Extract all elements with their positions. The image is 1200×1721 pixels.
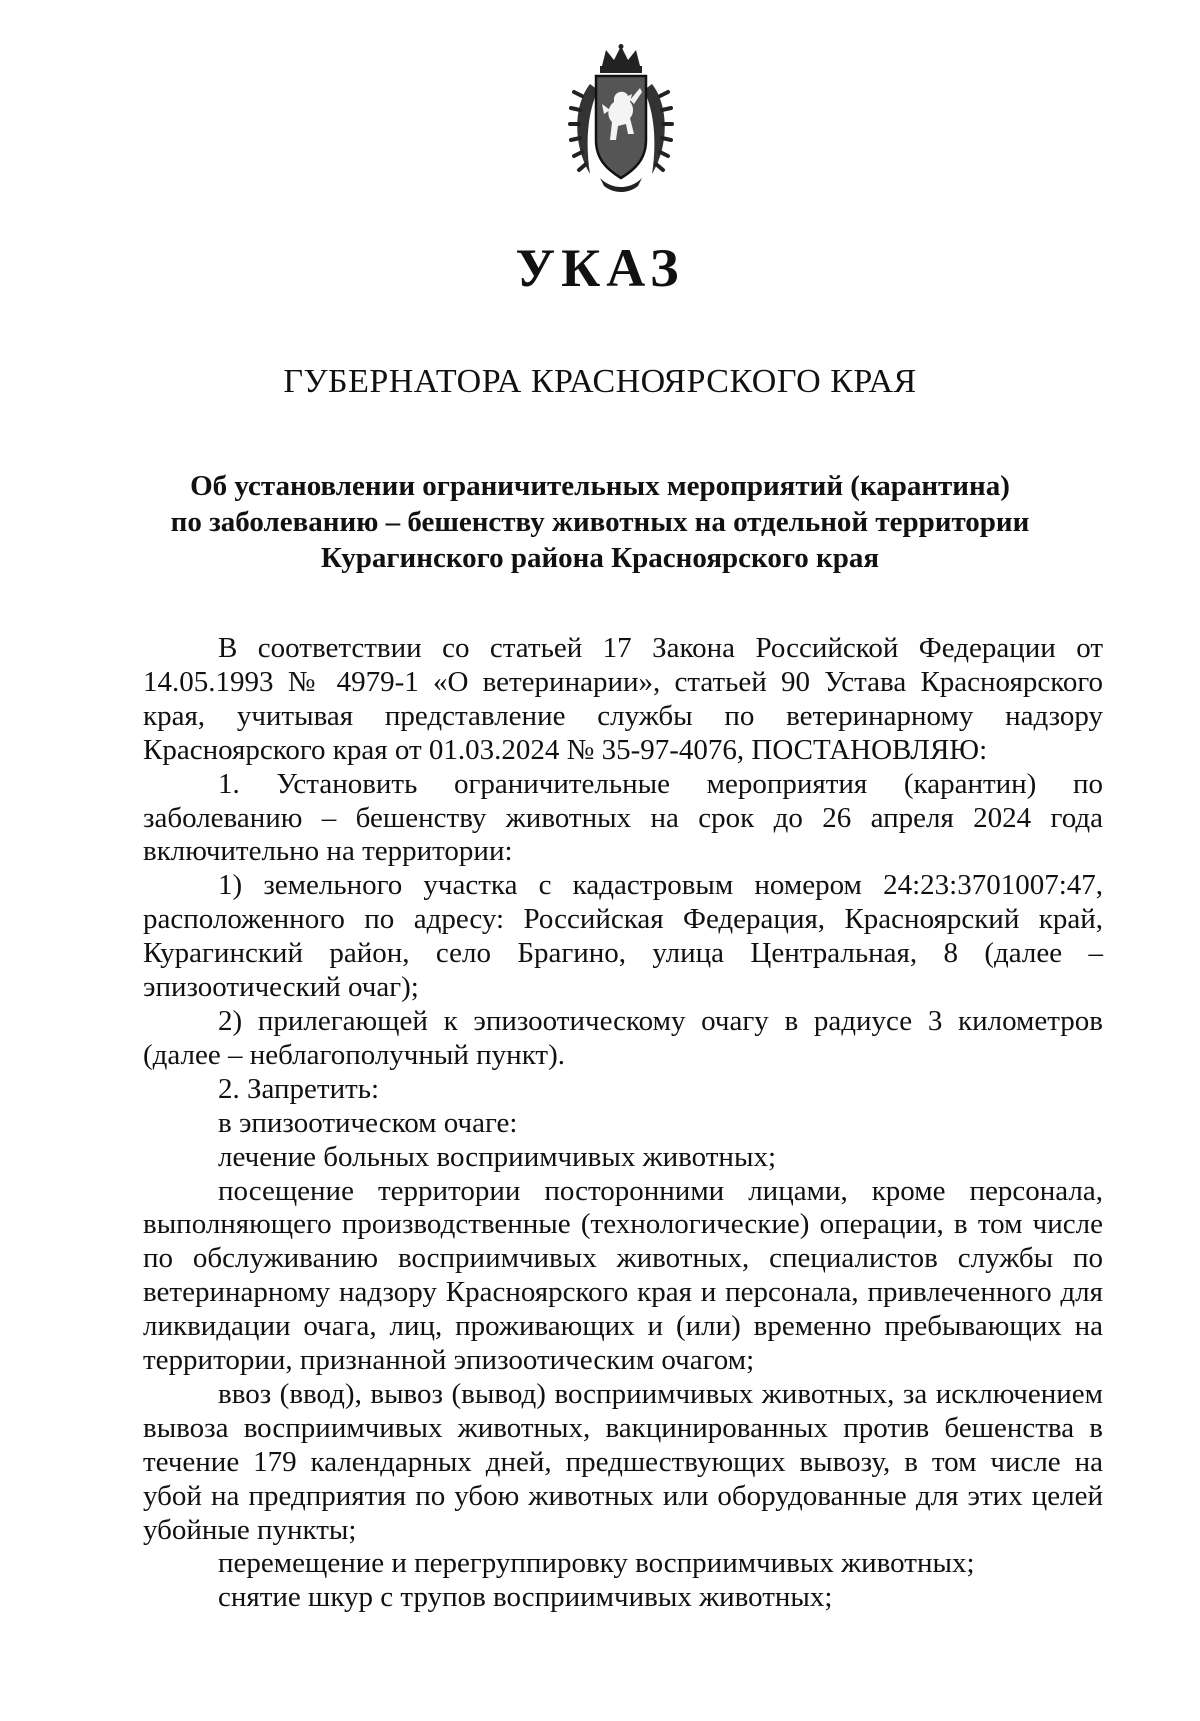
clause-2: 2. Запретить: <box>218 1072 380 1105</box>
document-title <box>130 468 1070 576</box>
clause-2-scope: в эпизоотическом очаге: <box>218 1106 518 1139</box>
title-line: Об установлении ограничительных мероприятий (карантина) <box>190 470 1010 502</box>
prohibition-item: снятие шкур с трупов восприимчивых животных; <box>218 1581 833 1614</box>
krasnoyarsk-coat-of-arms-icon <box>560 44 682 194</box>
prohibition-item: ввоз (ввод), вывоз (вывод) восприимчивых животных, за исключением вывоза восприимчивых животных, вакцинированных против бешенства в течение 179 календарных дней, предшествующих вывозу, в том числе на убой на предприятия по убою животных или оборудованные для этих целей убойные пункты; <box>143 1377 1103 1546</box>
prohibition-item: посещение территории посторонними лицами, кроме персонала, выполняющего производственные (технологические) операции, в том числе по обслуживанию восприимчивых животных, специалистов службы по ветеринарному надзору Красноярского края и персонала, привлеченного для ликвидации очага, лиц, проживающих и (или) временно пребывающих на территории, признанной эпизоотическим очагом; <box>143 1174 1103 1377</box>
document-body <box>143 632 1103 1615</box>
document-type-heading: УКАЗ <box>515 238 685 298</box>
preamble-paragraph: В соответствии со статьей 17 Закона Российской Федерации от 14.05.1993 № 4979-1 «О ветеринарии», статьей 90 Устава Красноярского края, учитывая представление службы по ветеринарному надзору Красноярского края от 01.03.2024 № 35-97-4076, ПОСТАНОВЛЯЮ: <box>143 632 1103 766</box>
title-line: по заболеванию – бешенству животных на отдельной территории <box>170 506 1030 538</box>
prohibition-item: перемещение и перегруппировку восприимчивых животных; <box>218 1547 975 1580</box>
clause-1-item-1: 1) земельного участка с кадастровым номером 24:23:3701007:47, расположенного по адресу: Российская Федерация, Красноярский край, Курагинский район, село Брагино, улица Центральная, 8 (далее – эпизоотический очаг); <box>143 869 1103 1004</box>
clause-1: 1. Установить ограничительные мероприятия (карантин) по заболеванию – бешенству животных на срок до 26 апреля 2024 года включительно на территории: <box>143 767 1103 868</box>
issuing-authority: ГУБЕРНАТОРА КРАСНОЯРСКОГО КРАЯ <box>283 363 917 400</box>
prohibition-item: лечение больных восприимчивых животных; <box>218 1140 776 1173</box>
title-line: Курагинского района Красноярского края <box>320 542 880 574</box>
clause-1-item-2: 2) прилегающей к эпизоотическому очагу в радиусе 3 километров (далее – неблагополучный пункт). <box>143 1004 1103 1071</box>
